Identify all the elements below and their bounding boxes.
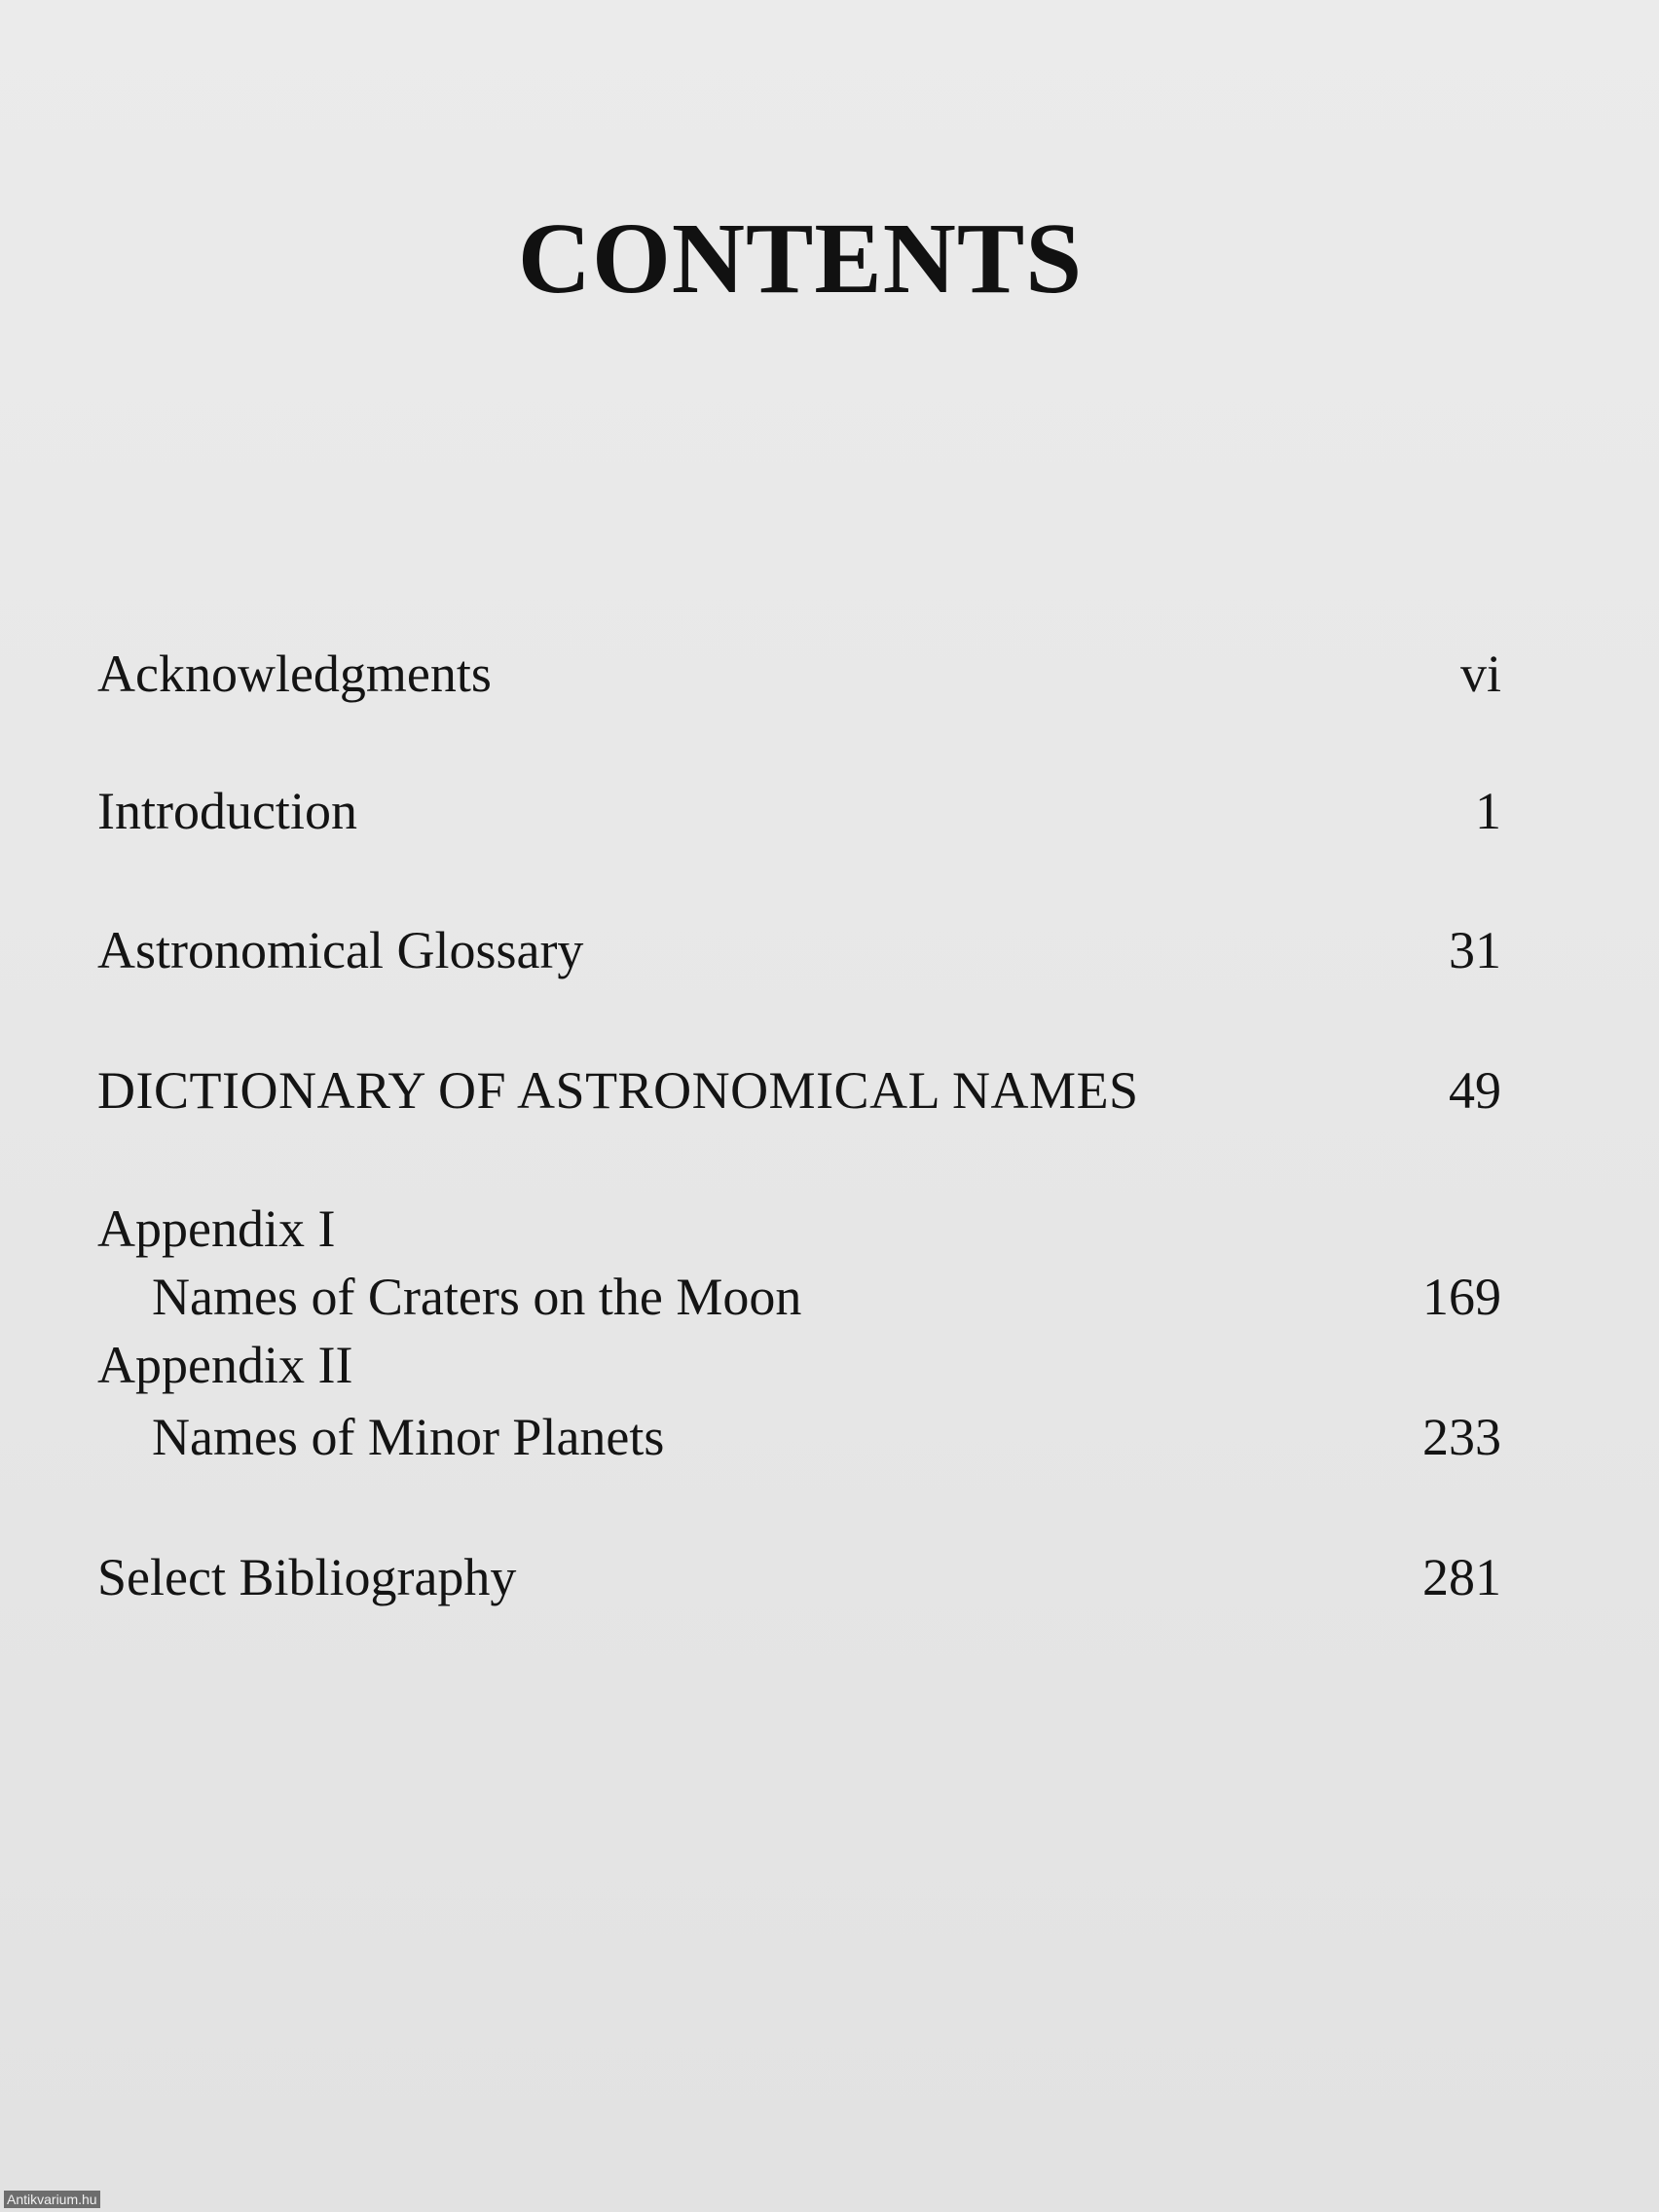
toc-entry-introduction [97,782,1501,840]
toc-entry-page-number: 233 [1422,1408,1501,1466]
page-title: CONTENTS [517,203,1084,314]
toc-entry-label: Select Bibliography [97,1548,517,1606]
toc-entry-appendix-1 [97,1199,1501,1258]
toc-entry-craters-on-the-moon [97,1268,1501,1326]
toc-entry-select-bibliography [97,1548,1501,1606]
toc-entry-page-number: 169 [1422,1268,1501,1326]
toc-entry-astronomical-glossary [97,921,1501,979]
watermark: Antikvarium.hu [4,2191,100,2208]
toc-entry-label: DICTIONARY OF ASTRONOMICAL NAMES [97,1061,1139,1120]
toc-entry-label: Names of Minor Planets [152,1408,665,1466]
toc-entry-appendix-2 [97,1336,1501,1394]
toc-entry-page-number: 281 [1422,1548,1501,1606]
toc-entry-page-number: 1 [1475,782,1501,840]
toc-entry-label: Acknowledgments [97,645,492,703]
toc-entry-label: Appendix II [97,1336,353,1394]
toc-entry-label: Introduction [97,782,357,840]
toc-entry-page-number: 49 [1449,1061,1501,1120]
toc-entry-label: Appendix I [97,1199,336,1258]
toc-entry-dictionary [97,1061,1501,1120]
toc-entry-minor-planets [97,1408,1501,1466]
toc-entry-acknowledgments [97,645,1501,703]
toc-entry-label: Names of Craters on the Moon [152,1268,802,1326]
toc-entry-page-number: vi [1459,645,1501,703]
toc-entry-label: Astronomical Glossary [97,921,584,979]
toc-entry-page-number: 31 [1449,921,1501,979]
